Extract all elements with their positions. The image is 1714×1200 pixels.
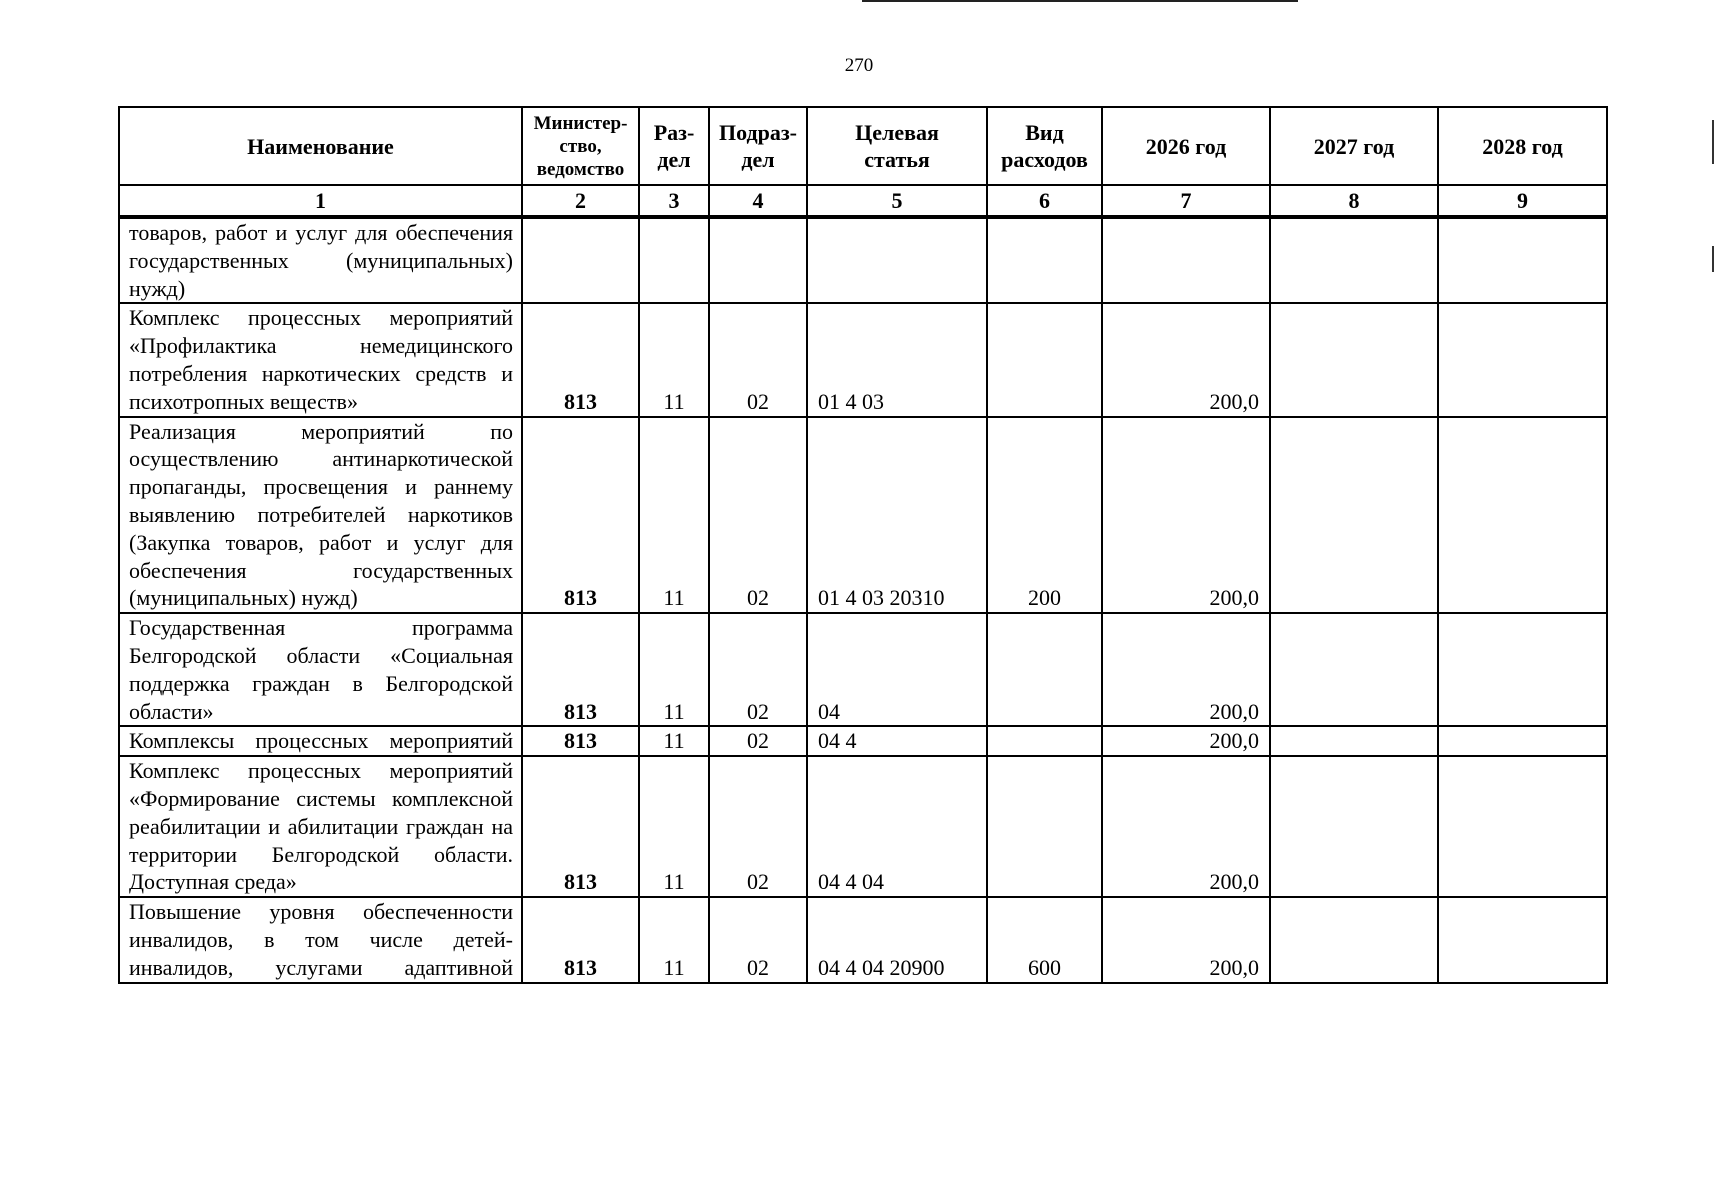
table-row	[119, 613, 1607, 726]
row-podrazdel: 02	[709, 417, 807, 614]
column-number: 4	[709, 185, 807, 217]
table-row	[119, 303, 1607, 416]
row-razdel: 11	[639, 303, 709, 416]
row-name: Комплексы процессных мероприятий	[119, 726, 522, 756]
row-vid	[987, 726, 1102, 756]
row-podrazdel: 02	[709, 897, 807, 982]
row-razdel: 11	[639, 417, 709, 614]
row-ministry: 813	[522, 417, 639, 614]
column-number: 7	[1102, 185, 1270, 217]
row-2027	[1270, 217, 1438, 303]
row-ministry: 813	[522, 303, 639, 416]
row-2028	[1438, 417, 1607, 614]
row-ministry: 813	[522, 756, 639, 897]
row-target: 04 4 04	[807, 756, 987, 897]
row-2028	[1438, 613, 1607, 726]
table-row	[119, 897, 1607, 982]
header-podrazdel-line-2: дел	[741, 147, 775, 172]
row-2028	[1438, 897, 1607, 982]
header-razdel-line-1: Раз-	[653, 120, 695, 145]
row-vid	[987, 613, 1102, 726]
row-name: товаров, работ и услуг для обеспечения государственных (муниципальных) нужд)	[119, 217, 522, 303]
row-ministry: 813	[522, 613, 639, 726]
header-podrazdel	[709, 107, 807, 185]
row-vid	[987, 217, 1102, 303]
header-ministry-line-3: ведомство	[536, 158, 625, 180]
row-target	[807, 217, 987, 303]
row-target: 01 4 03	[807, 303, 987, 416]
row-podrazdel: 02	[709, 726, 807, 756]
header-2027: 2027 год	[1270, 107, 1438, 185]
column-number-row	[119, 185, 1607, 217]
row-razdel: 11	[639, 756, 709, 897]
row-2028	[1438, 756, 1607, 897]
row-target: 04 4 04 20900	[807, 897, 987, 982]
table-row	[119, 217, 1607, 303]
row-target: 04	[807, 613, 987, 726]
row-razdel: 11	[639, 726, 709, 756]
row-2026: 200,0	[1102, 417, 1270, 614]
column-number: 9	[1438, 185, 1607, 217]
header-ministry-line-1: Министер-	[533, 112, 628, 134]
row-2026: 200,0	[1102, 897, 1270, 982]
row-vid: 600	[987, 897, 1102, 982]
row-podrazdel	[709, 217, 807, 303]
column-number: 1	[119, 185, 522, 217]
header-row	[119, 107, 1607, 185]
budget-table	[118, 106, 1608, 984]
row-2027	[1270, 726, 1438, 756]
row-2028	[1438, 726, 1607, 756]
table-row	[119, 417, 1607, 614]
header-vid-line-2: расходов	[1001, 147, 1088, 172]
header-name: Наименование	[119, 107, 522, 185]
row-ministry	[522, 217, 639, 303]
row-2026: 200,0	[1102, 726, 1270, 756]
header-vid-line-1: Вид	[1025, 120, 1064, 145]
row-razdel: 11	[639, 897, 709, 982]
row-2026: 200,0	[1102, 303, 1270, 416]
row-2028	[1438, 303, 1607, 416]
row-name: Государственная программа Белгородской области «Социальная поддержка граждан в Белгородской области»	[119, 613, 522, 726]
row-vid: 200	[987, 417, 1102, 614]
row-2027	[1270, 417, 1438, 614]
row-name: Повышение уровня обеспеченности инвалидов, в том числе детей-инвалидов, услугами адаптивной	[119, 897, 522, 982]
top-scan-rule	[862, 0, 1298, 2]
row-2027	[1270, 613, 1438, 726]
row-podrazdel: 02	[709, 756, 807, 897]
header-target-article	[807, 107, 987, 185]
row-2026: 200,0	[1102, 756, 1270, 897]
row-2028	[1438, 217, 1607, 303]
row-target: 04 4	[807, 726, 987, 756]
header-razdel	[639, 107, 709, 185]
row-name: Комплекс процессных мероприятий «Профилактика немедицинского потребления наркотических средств и психотропных веществ»	[119, 303, 522, 416]
row-2027	[1270, 303, 1438, 416]
row-ministry: 813	[522, 726, 639, 756]
row-podrazdel: 02	[709, 303, 807, 416]
row-target: 01 4 03 20310	[807, 417, 987, 614]
column-number: 5	[807, 185, 987, 217]
row-ministry: 813	[522, 897, 639, 982]
row-razdel: 11	[639, 613, 709, 726]
row-vid	[987, 303, 1102, 416]
row-2026	[1102, 217, 1270, 303]
header-expense-type	[987, 107, 1102, 185]
table-row	[119, 756, 1607, 897]
header-razdel-line-2: дел	[657, 147, 691, 172]
header-2026: 2026 год	[1102, 107, 1270, 185]
header-2028: 2028 год	[1438, 107, 1607, 185]
column-number: 2	[522, 185, 639, 217]
row-razdel	[639, 217, 709, 303]
header-ministry	[522, 107, 639, 185]
column-number: 3	[639, 185, 709, 217]
header-target-line-2: статья	[864, 147, 930, 172]
row-name: Реализация мероприятий по осуществлению антинаркотической пропаганды, просвещения и раннему выявлению потребителей наркотиков (Закупка товаров, работ и услуг для обеспечения государственных (муниципальных) нужд)	[119, 417, 522, 614]
column-number: 8	[1270, 185, 1438, 217]
table-row	[119, 726, 1607, 756]
row-vid	[987, 756, 1102, 897]
header-ministry-line-2: ство,	[559, 135, 602, 157]
row-2026: 200,0	[1102, 613, 1270, 726]
row-name: Комплекс процессных мероприятий «Формирование системы комплексной реабилитации и абилитации граждан на территории Белгородской области. Доступная среда»	[119, 756, 522, 897]
row-2027	[1270, 756, 1438, 897]
page-number: 270	[844, 55, 874, 76]
header-target-line-1: Целевая	[855, 120, 939, 145]
row-2027	[1270, 897, 1438, 982]
header-podrazdel-line-1: Подраз-	[718, 120, 797, 145]
row-podrazdel: 02	[709, 613, 807, 726]
column-number: 6	[987, 185, 1102, 217]
